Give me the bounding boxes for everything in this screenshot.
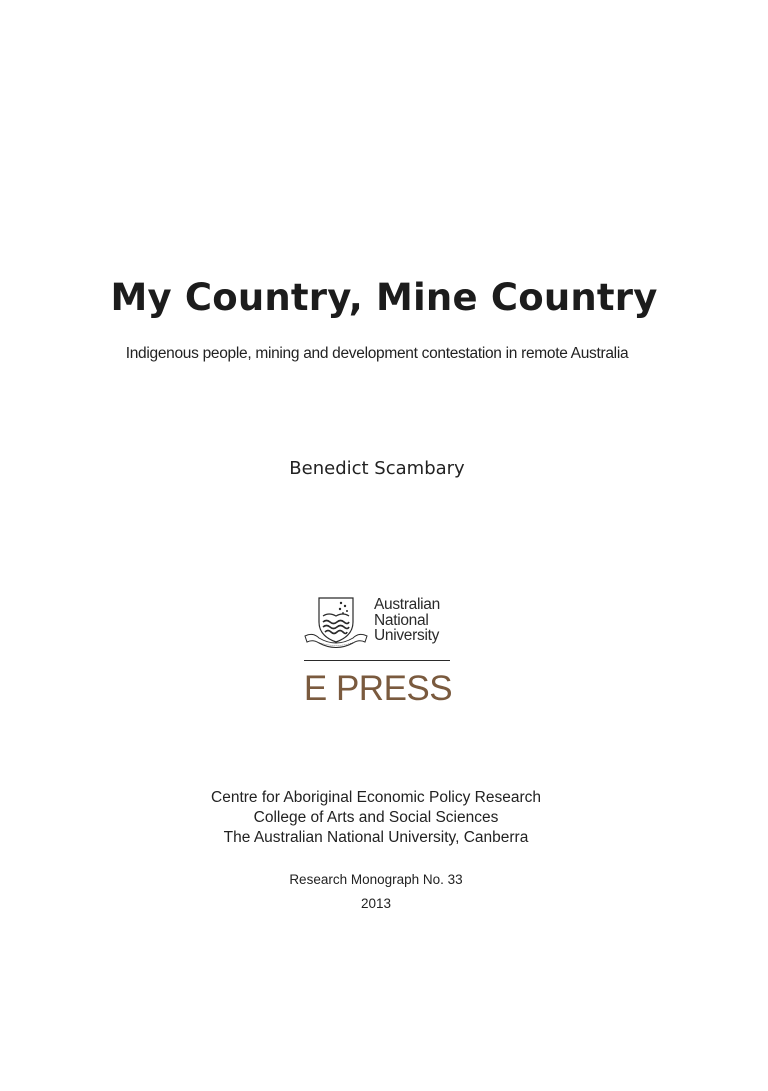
logo-divider (304, 660, 450, 661)
publication-year: 2013 (360, 896, 392, 911)
publisher-line: Centre for Aboriginal Economic Policy Research (211, 789, 541, 806)
university-name-line: University (374, 627, 440, 644)
book-subtitle: Indigenous people, mining and development contestation in remote Australia (125, 345, 629, 362)
university-name (374, 597, 440, 644)
series-label: Research Monograph No. 33 (289, 872, 463, 887)
publisher-line: College of Arts and Social Sciences (253, 809, 499, 826)
anu-epress-logo (303, 596, 453, 712)
university-name-line: National (374, 611, 429, 629)
university-name-line: Australian (374, 596, 440, 613)
publisher-line: The Australian National University, Canberra (223, 829, 529, 846)
author-name: Benedict Scambary (289, 458, 465, 479)
anu-crest-icon (303, 596, 369, 648)
publisher-block (0, 788, 752, 848)
book-title: My Country, Mine Country (110, 276, 658, 319)
epress-wordmark: E PRESS (303, 669, 453, 708)
